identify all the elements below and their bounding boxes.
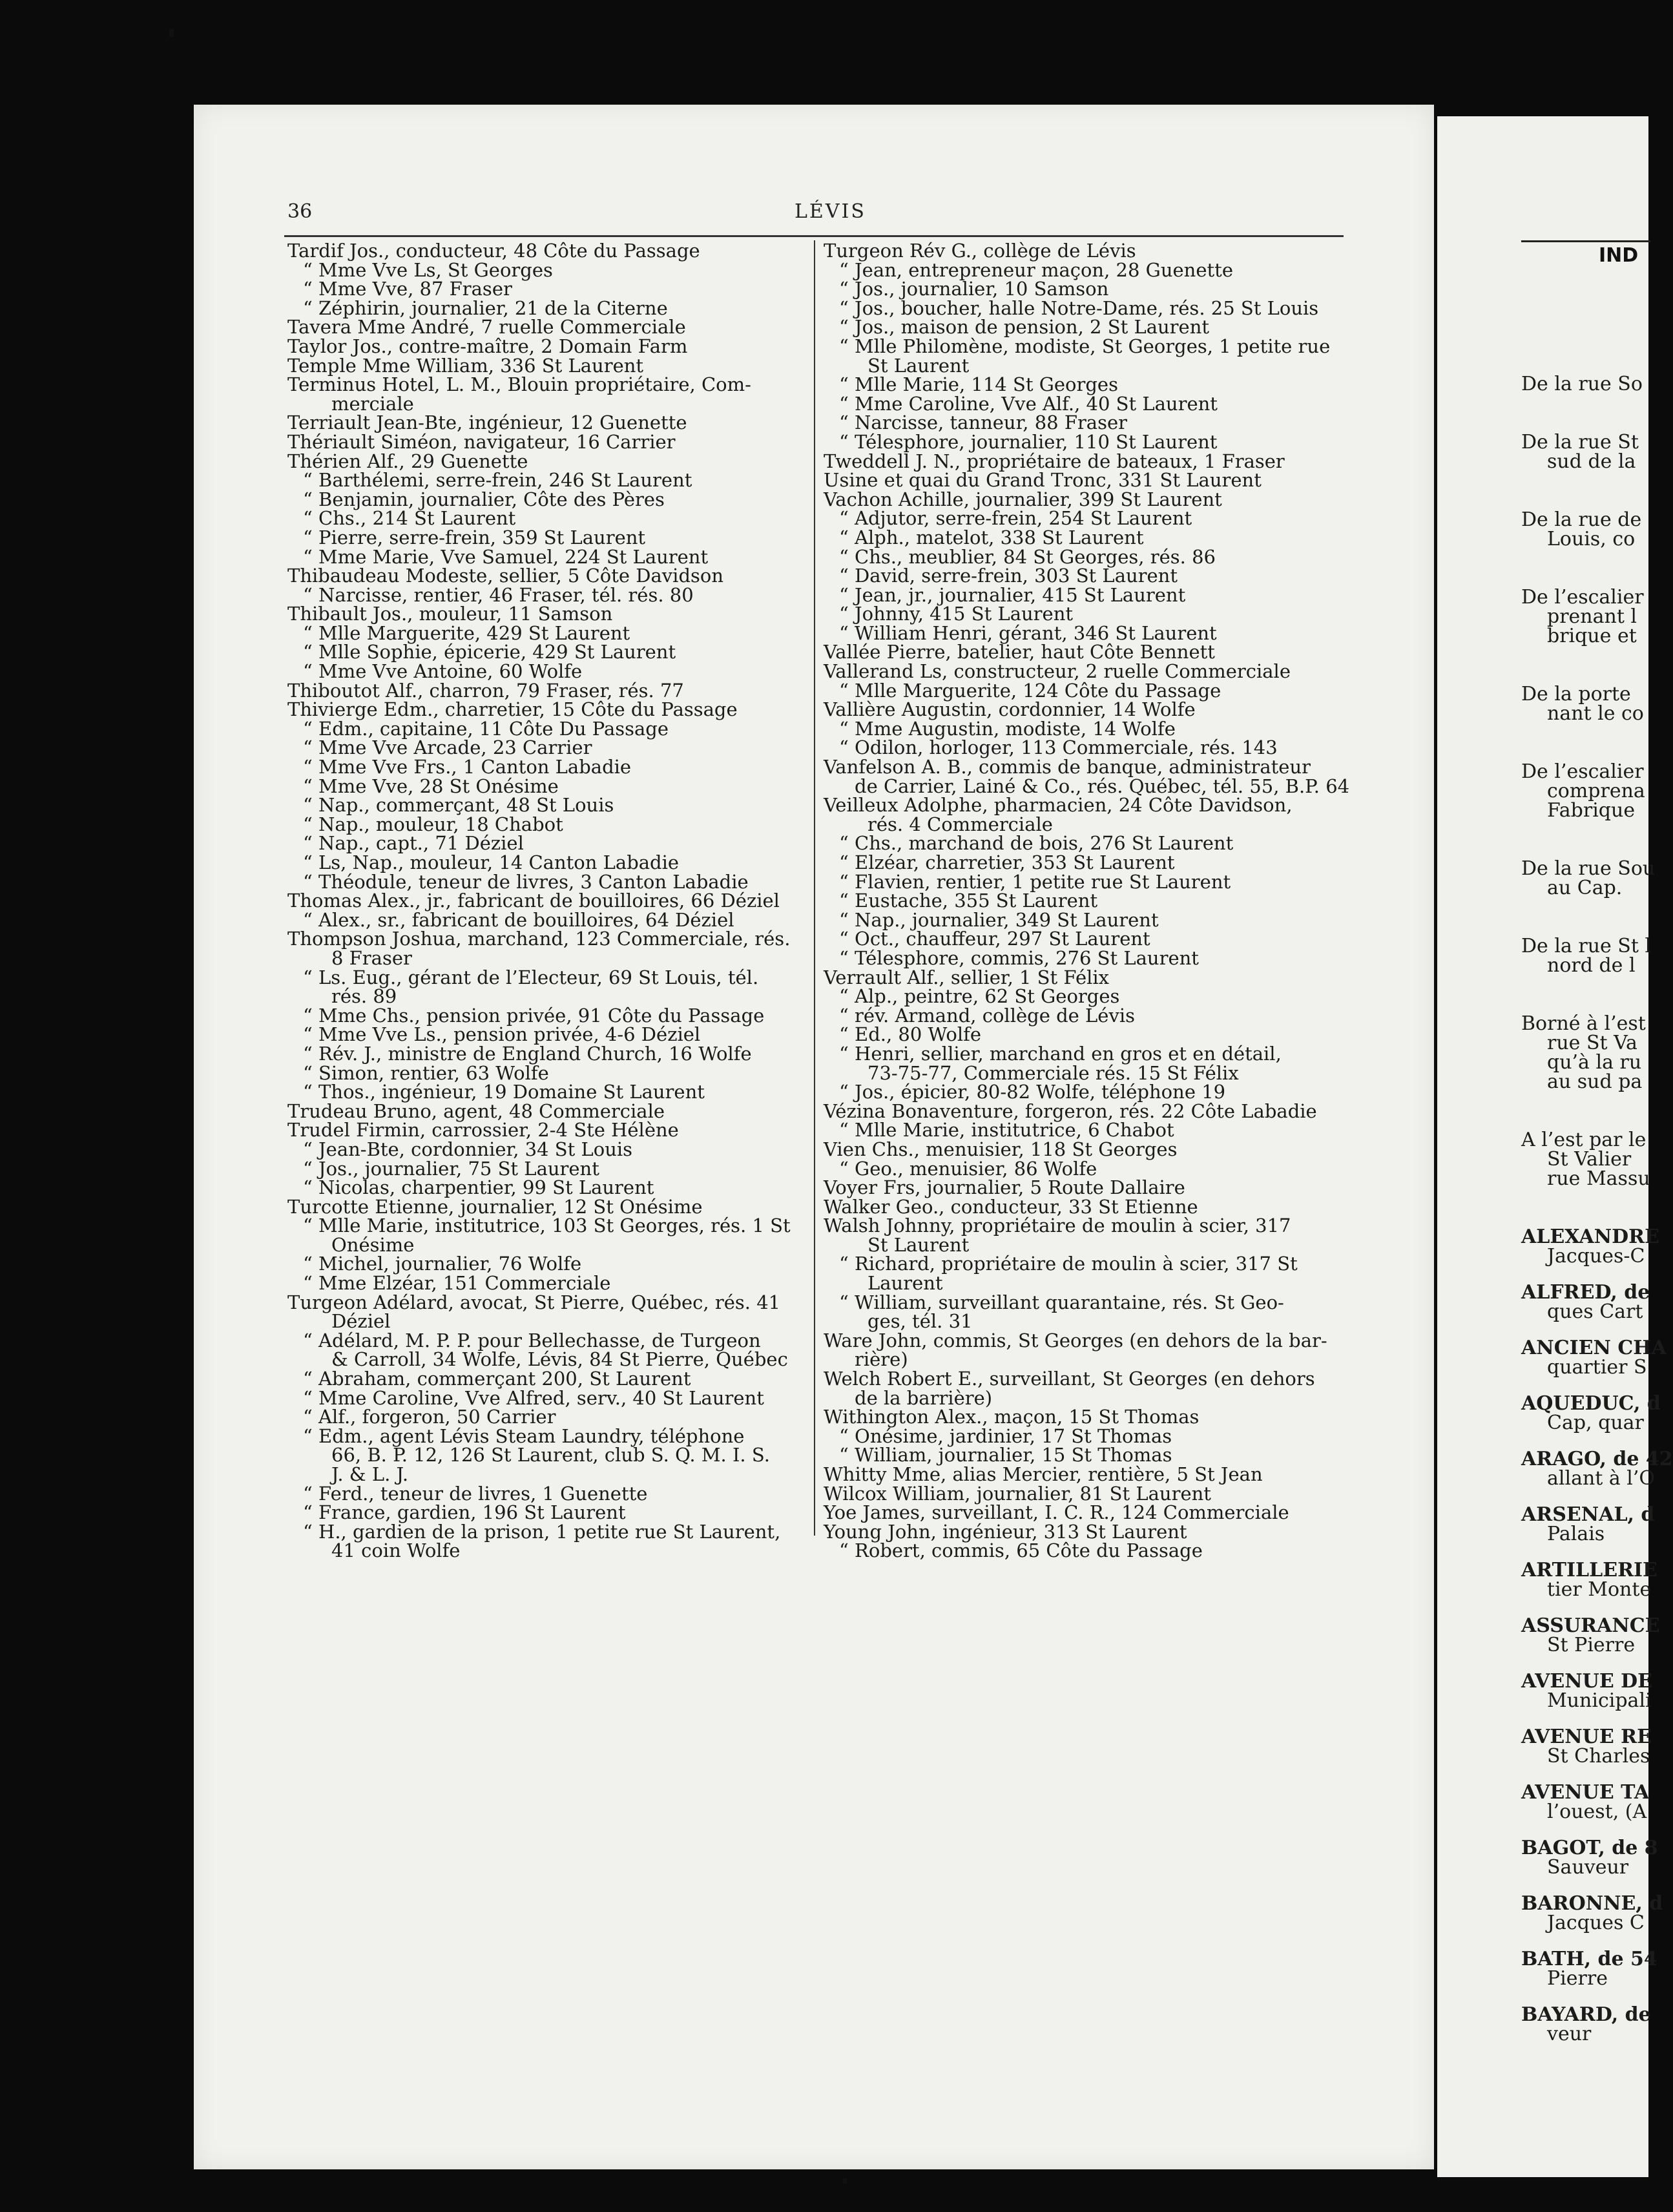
- directory-entry: Turgeon Rév G., collège de Lévis: [824, 240, 1136, 262]
- directory-entry: merciale: [331, 392, 414, 415]
- directory-entry: 41 coin Wolfe: [331, 1539, 461, 1562]
- index-entry: comprena: [1547, 780, 1645, 802]
- directory-entry: “ William, surveillant quarantaine, rés. St Geo-: [839, 1291, 1284, 1313]
- directory-entry: 8 Fraser: [331, 946, 412, 969]
- directory-entry: Onésime: [331, 1233, 415, 1256]
- directory-entry: “ Ed., 80 Wolfe: [839, 1023, 982, 1046]
- directory-entry: de Carrier, Lainé & Co., rés. Québec, tél. 55, B.P. 64: [855, 775, 1350, 797]
- index-entry: BAYARD, de: [1521, 2003, 1651, 2026]
- directory-entry: Yoe James, surveillant, I. C. R., 124 Commerciale: [824, 1501, 1289, 1524]
- directory-entry: Turgeon Adélard, avocat, St Pierre, Québec, rés. 41: [287, 1291, 781, 1313]
- directory-entry: “ Télesphore, commis, 276 St Laurent: [839, 946, 1199, 969]
- directory-entry: Young John, ingénieur, 313 St Laurent: [824, 1520, 1187, 1543]
- index-entry: Pierre: [1547, 1967, 1608, 1990]
- directory-entry: Thérien Alf., 29 Guenette: [287, 450, 528, 472]
- directory-entry: “ rév. Armand, collège de Lévis: [839, 1004, 1135, 1027]
- directory-entry: “ Mme Vve Antoine, 60 Wolfe: [303, 660, 583, 683]
- index-entry: De la rue St l: [1521, 935, 1652, 957]
- directory-entry: “ Chs., 214 St Laurent: [303, 507, 516, 530]
- directory-entry: “ Richard, propriétaire de moulin à scier, 317 St: [839, 1253, 1298, 1275]
- directory-entry: Vien Chs., menuisier, 118 St Georges: [824, 1138, 1178, 1160]
- directory-entry: “ Johnny, 415 St Laurent: [839, 603, 1074, 625]
- index-entry: qu’à la ru: [1547, 1051, 1642, 1074]
- index-entry: BATH, de 54: [1521, 1948, 1657, 1970]
- index-entry: Borné à l’est: [1521, 1012, 1646, 1035]
- index-entry: Jacques-C: [1547, 1245, 1645, 1268]
- directory-entry: “ Jos., boucher, halle Notre-Dame, rés. 25 St Louis: [839, 297, 1319, 319]
- directory-entry: “ Pierre, serre-frein, 359 St Laurent: [303, 526, 646, 548]
- directory-entry: “ Mlle Marguerite, 124 Côte du Passage: [839, 679, 1221, 702]
- directory-entry: “ Alp., peintre, 62 St Georges: [839, 985, 1120, 1008]
- directory-entry: “ Jean, jr., journalier, 415 St Laurent: [839, 583, 1186, 606]
- directory-entry: Ware John, commis, St Georges (en dehors de la bar-: [824, 1329, 1327, 1351]
- index-entry: BAGOT, de 8: [1521, 1837, 1658, 1859]
- directory-entry: “ Nap., capt., 71 Déziel: [303, 832, 524, 855]
- directory-entry: “ Ferd., teneur de livres, 1 Guenette: [303, 1482, 648, 1505]
- left-column: [287, 242, 809, 1561]
- directory-entry: “ Narcisse, rentier, 46 Fraser, tél. rés. 80: [303, 583, 694, 606]
- directory-entry: “ David, serre-frein, 303 St Laurent: [839, 565, 1178, 587]
- index-entry: tier Monte: [1547, 1578, 1652, 1601]
- directory-entry: 73-75-77, Commerciale rés. 15 St Félix: [868, 1061, 1239, 1084]
- directory-entry: “ Jos., maison de pension, 2 St Laurent: [839, 316, 1210, 339]
- index-entry: prenant l: [1547, 605, 1637, 628]
- index-entry: Cap, quar: [1547, 1412, 1644, 1434]
- directory-entry: “ Adélard, M. P. P. pour Bellechasse, de Turgeon: [303, 1329, 761, 1351]
- directory-entry: “ Narcisse, tanneur, 88 Fraser: [839, 412, 1128, 434]
- index-entry: au Cap.: [1547, 877, 1623, 899]
- directory-entry: “ Michel, journalier, 76 Wolfe: [303, 1253, 582, 1275]
- directory-entry: Temple Mme William, 336 St Laurent: [287, 354, 644, 377]
- directory-entry: “ Mme Vve Arcade, 23 Carrier: [303, 736, 592, 759]
- directory-entry: “ Simon, rentier, 63 Wolfe: [303, 1061, 549, 1084]
- directory-entry: “ Jos., journalier, 75 St Laurent: [303, 1157, 599, 1180]
- index-entry: De la rue de: [1521, 508, 1642, 531]
- directory-entry: & Carroll, 34 Wolfe, Lévis, 84 St Pierre, Québec: [331, 1348, 788, 1371]
- directory-entry: Vanfelson A. B., commis de banque, administrateur: [824, 756, 1311, 778]
- directory-entry: Wilcox William, journalier, 81 St Laurent: [824, 1482, 1211, 1505]
- directory-entry: Whitty Mme, alias Mercier, rentière, 5 St Jean: [824, 1463, 1263, 1485]
- index-entry: De l’escalier: [1521, 586, 1644, 609]
- directory-entry: “ Mme Caroline, Vve Alf., 40 St Laurent: [839, 392, 1218, 415]
- directory-entry: Laurent: [868, 1272, 943, 1295]
- directory-entry: “ Mme Caroline, Vve Alfred, serv., 40 St Laurent: [303, 1386, 764, 1409]
- index-entry: sud de la: [1547, 450, 1636, 473]
- directory-entry: J. & L. J.: [331, 1463, 409, 1485]
- right-column: [824, 240, 1350, 1562]
- directory-entry: Thompson Joshua, marchand, 123 Commerciale, rés.: [287, 928, 791, 950]
- directory-entry: Vézina Bonaventure, forgeron, rés. 22 Côte Labadie: [824, 1100, 1317, 1122]
- directory-entry: “ H., gardien de la prison, 1 petite rue St Laurent,: [303, 1520, 781, 1543]
- index-entry: Jacques C: [1547, 1912, 1645, 1934]
- directory-entry: “ Mme Chs., pension privée, 91 Côte du Passage: [303, 1004, 765, 1027]
- directory-entry: “ Benjamin, journalier, Côte des Pères: [303, 488, 665, 510]
- directory-entry: Terminus Hotel, L. M., Blouin propriétaire, Com-: [287, 373, 751, 396]
- index-entry: ARTILLERIE: [1521, 1559, 1657, 1581]
- directory-entry: de la barrière): [855, 1386, 993, 1409]
- index-entry: au sud pa: [1547, 1070, 1643, 1093]
- directory-entry: “ Jos., épicier, 80-82 Wolfe, téléphone 19: [839, 1081, 1226, 1103]
- directory-entry: Walker Geo., conducteur, 33 St Etienne: [824, 1195, 1198, 1218]
- directory-entry: “ Mlle Sophie, épicerie, 429 St Laurent: [303, 641, 676, 663]
- directory-entry: “ Théodule, teneur de livres, 3 Canton Labadie: [303, 870, 749, 893]
- directory-entry: rière): [855, 1348, 908, 1371]
- directory-entry: Walsh Johnny, propriétaire de moulin à scier, 317: [824, 1215, 1291, 1237]
- directory-entry: Déziel: [331, 1310, 391, 1333]
- directory-entry: Veilleux Adolphe, pharmacien, 24 Côte Davidson,: [824, 794, 1293, 817]
- directory-entry: Vallerand Ls, constructeur, 2 ruelle Commerciale: [824, 660, 1291, 683]
- index-entry: De l’escalier: [1521, 760, 1644, 783]
- directory-entry: “ Mme Vve Frs., 1 Canton Labadie: [303, 756, 632, 778]
- directory-entry: “ Flavien, rentier, 1 petite rue St Laurent: [839, 870, 1231, 893]
- directory-entry: “ Mme Marie, Vve Samuel, 224 St Laurent: [303, 545, 709, 568]
- index-entry: ques Cart: [1547, 1300, 1643, 1323]
- directory-entry: “ Ls, Nap., mouleur, 14 Canton Labadie: [303, 851, 680, 873]
- directory-entry: rés. 4 Commerciale: [868, 813, 1053, 835]
- directory-entry: Tardif Jos., conducteur, 48 Côte du Passage: [287, 240, 700, 262]
- index-entry: ARAGO, de 42: [1521, 1448, 1673, 1470]
- directory-entry: “ Mlle Marie, institutrice, 103 St Georges, rés. 1 St: [303, 1215, 791, 1237]
- directory-entry: “ Thos., ingénieur, 19 Domaine St Laurent: [303, 1081, 705, 1103]
- directory-entry: “ France, gardien, 196 St Laurent: [303, 1501, 626, 1524]
- directory-entry: “ Elzéar, charretier, 353 St Laurent: [839, 851, 1175, 873]
- index-entry: Municipali: [1547, 1689, 1652, 1712]
- index-entry: De la porte: [1521, 683, 1631, 705]
- directory-entry: Tweddell J. N., propriétaire de bateaux, 1 Fraser: [824, 450, 1285, 472]
- directory-entry: “ Chs., marchand de bois, 276 St Laurent: [839, 832, 1234, 855]
- directory-entry: Verrault Alf., sellier, 1 St Félix: [824, 966, 1110, 988]
- directory-entry: Thomas Alex., jr., fabricant de bouilloires, 66 Déziel: [287, 890, 780, 912]
- index-entry: St Pierre: [1547, 1634, 1636, 1656]
- index-entry: Louis, co: [1547, 528, 1636, 550]
- directory-entry: Trudel Firmin, carrossier, 2-4 Ste Hélène: [287, 1119, 679, 1142]
- directory-entry: St Laurent: [868, 354, 970, 377]
- directory-entry: Terriault Jean-Bte, ingénieur, 12 Guenette: [287, 412, 687, 434]
- index-entry: Palais: [1547, 1523, 1605, 1545]
- directory-entry: “ Mme Augustin, modiste, 14 Wolfe: [839, 717, 1176, 740]
- directory-entry: “ Barthélemi, serre-frein, 246 St Laurent: [303, 469, 692, 492]
- column-divider: [814, 240, 815, 1536]
- index-entry: ASSURANCE: [1521, 1614, 1660, 1637]
- directory-entry: “ Mlle Philomène, modiste, St Georges, 1 petite rue: [839, 335, 1331, 357]
- index-entry: brique et: [1547, 625, 1637, 647]
- index-entry: St Valier: [1547, 1148, 1632, 1171]
- directory-entry: “ Jean, entrepreneur maçon, 28 Guenette: [839, 258, 1233, 281]
- directory-entry: “ Ls. Eug., gérant de l’Electeur, 69 St Louis, tél.: [303, 966, 759, 988]
- directory-entry: “ Mme Vve, 87 Fraser: [303, 278, 512, 300]
- directory-entry: Voyer Frs, journalier, 5 Route Dallaire: [824, 1176, 1185, 1199]
- index-entry: rue St Va: [1547, 1032, 1637, 1054]
- directory-entry: Thiboutot Alf., charron, 79 Fraser, rés. 77: [287, 679, 684, 702]
- directory-entry: “ Jos., journalier, 10 Samson: [839, 278, 1109, 300]
- index-entry: De la rue St: [1521, 431, 1639, 454]
- directory-entry: Turcotte Etienne, journalier, 12 St Onésime: [287, 1195, 703, 1218]
- directory-entry: “ Nap., commerçant, 48 St Louis: [303, 794, 614, 817]
- directory-entry: “ Alex., sr., fabricant de bouilloires, 64 Déziel: [303, 908, 734, 931]
- directory-entry: “ Alph., matelot, 338 St Laurent: [839, 526, 1144, 548]
- directory-entry: “ William Henri, gérant, 346 St Laurent: [839, 621, 1217, 644]
- index-entry: De la rue Sou: [1521, 857, 1656, 880]
- header-rule: [284, 235, 1344, 237]
- directory-entry: “ Mlle Marie, 114 St Georges: [839, 373, 1118, 396]
- directory-entry: “ Nap., mouleur, 18 Chabot: [303, 813, 563, 835]
- directory-entry: Welch Robert E., surveillant, St Georges (en dehors: [824, 1368, 1315, 1390]
- index-entry: nord de l: [1547, 954, 1636, 977]
- directory-entry: Vallée Pierre, batelier, haut Côte Bennett: [824, 641, 1215, 663]
- index-entry: Fabrique: [1547, 799, 1636, 822]
- directory-entry: “ Adjutor, serre-frein, 254 St Laurent: [839, 507, 1192, 530]
- index-header-rule: [1521, 240, 1650, 242]
- index-entries: [1521, 375, 1673, 2044]
- index-entry: quartier S: [1547, 1356, 1647, 1379]
- index-entry: AVENUE RE: [1521, 1726, 1652, 1748]
- directory-entry: “ Edm., capitaine, 11 Côte Du Passage: [303, 717, 669, 740]
- directory-entry: “ Geo., menuisier, 86 Wolfe: [839, 1157, 1097, 1180]
- directory-entry: “ Abraham, commerçant 200, St Laurent: [303, 1368, 691, 1390]
- directory-entry: “ Mme Elzéar, 151 Commerciale: [303, 1272, 611, 1295]
- index-entry: St Charles: [1547, 1745, 1650, 1768]
- directory-entry: “ Nap., journalier, 349 St Laurent: [839, 908, 1159, 931]
- directory-entry: “ Edm., agent Lévis Steam Laundry, téléphone: [303, 1424, 745, 1447]
- directory-entry: “ Odilon, horloger, 113 Commerciale, rés. 143: [839, 736, 1278, 759]
- directory-entry: “ Télesphore, journalier, 110 St Laurent: [839, 430, 1218, 453]
- directory-entry: “ Henri, sellier, marchand en gros et en détail,: [839, 1042, 1282, 1065]
- directory-entry: Thivierge Edm., charretier, 15 Côte du Passage: [287, 698, 738, 721]
- directory-entry: “ William, journalier, 15 St Thomas: [839, 1444, 1172, 1466]
- directory-entry: “ Oct., chauffeur, 297 St Laurent: [839, 928, 1150, 950]
- page-number: 36: [287, 200, 313, 223]
- index-entry: AVENUE TA: [1521, 1781, 1650, 1804]
- index-entry: De la rue So: [1521, 373, 1643, 395]
- directory-entry: “ Mme Vve, 28 St Onésime: [303, 775, 559, 797]
- directory-entry: Vallière Augustin, cordonnier, 14 Wolfe: [824, 698, 1196, 721]
- directory-entry: “ Mlle Marguerite, 429 St Laurent: [303, 621, 630, 644]
- directory-entry: “ Mme Vve Ls., pension privée, 4-6 Déziel: [303, 1023, 701, 1046]
- directory-entry: Trudeau Bruno, agent, 48 Commerciale: [287, 1100, 665, 1122]
- index-entry: nant le co: [1547, 702, 1644, 725]
- index-entry: A l’est par le: [1521, 1129, 1647, 1151]
- index-entry: ARSENAL, d: [1521, 1503, 1655, 1526]
- directory-entry: Tavera Mme André, 7 ruelle Commerciale: [287, 316, 686, 339]
- index-entry: AVENUE DE: [1521, 1670, 1653, 1693]
- scan-speck: [843, 2178, 847, 2184]
- page-title: LÉVIS: [795, 200, 866, 223]
- directory-entry: Withington Alex., maçon, 15 St Thomas: [824, 1406, 1200, 1428]
- directory-entry: “ Rév. J., ministre de England Church, 16 Wolfe: [303, 1042, 752, 1065]
- directory-entry: “ Jean-Bte, cordonnier, 34 St Louis: [303, 1138, 633, 1160]
- directory-entry: “ Onésime, jardinier, 17 St Thomas: [839, 1424, 1172, 1447]
- directory-entry: “ Eustache, 355 St Laurent: [839, 890, 1098, 912]
- directory-entry: “ Mlle Marie, institutrice, 6 Chabot: [839, 1119, 1174, 1142]
- directory-entry: “ Nicolas, charpentier, 99 St Laurent: [303, 1176, 654, 1199]
- directory-page: [194, 105, 1434, 2169]
- index-entry: rue Massu: [1547, 1167, 1650, 1190]
- index-heading: IND: [1599, 244, 1639, 267]
- directory-entry: “ Alf., forgeron, 50 Carrier: [303, 1406, 556, 1428]
- scan-speck: [169, 29, 174, 37]
- directory-entry: “ Mme Vve Ls, St Georges: [303, 258, 553, 281]
- directory-entry: Thibaudeau Modeste, sellier, 5 Côte Davidson: [287, 565, 724, 587]
- directory-entry: Usine et quai du Grand Tronc, 331 St Laurent: [824, 469, 1262, 492]
- index-entry: BARONNE, d: [1521, 1892, 1663, 1915]
- index-entry: Sauveur: [1547, 1856, 1629, 1879]
- directory-entry: Taylor Jos., contre-maître, 2 Domain Farm: [287, 335, 688, 357]
- directory-entry: “ Zéphirin, journalier, 21 de la Citerne: [303, 297, 668, 319]
- directory-entry: 66, B. P. 12, 126 St Laurent, club S. Q. M. I. S.: [331, 1444, 770, 1466]
- index-entry: ALFRED, de: [1521, 1281, 1650, 1304]
- directory-entry: “ Robert, commis, 65 Côte du Passage: [839, 1539, 1203, 1562]
- index-entry: AQUEDUC, d: [1521, 1392, 1661, 1415]
- index-entry: l’ouest, (A: [1547, 1800, 1647, 1823]
- index-entry: ANCIEN CHA: [1521, 1337, 1667, 1359]
- directory-entry: “ Chs., meublier, 84 St Georges, rés. 86: [839, 545, 1216, 568]
- directory-entry: ges, tél. 31: [868, 1310, 973, 1333]
- directory-entry: St Laurent: [868, 1233, 970, 1256]
- directory-entry: Thériault Siméon, navigateur, 16 Carrier: [287, 430, 676, 453]
- index-entry: veur: [1547, 2023, 1592, 2045]
- directory-entry: Thibault Jos., mouleur, 11 Samson: [287, 603, 613, 625]
- directory-entry: rés. 89: [331, 985, 397, 1008]
- directory-entry: Vachon Achille, journalier, 399 St Laurent: [824, 488, 1222, 510]
- index-entry: allant à l’O: [1547, 1467, 1656, 1490]
- index-entry: ALEXANDRE: [1521, 1226, 1659, 1248]
- facing-page-index: [1437, 116, 1673, 2177]
